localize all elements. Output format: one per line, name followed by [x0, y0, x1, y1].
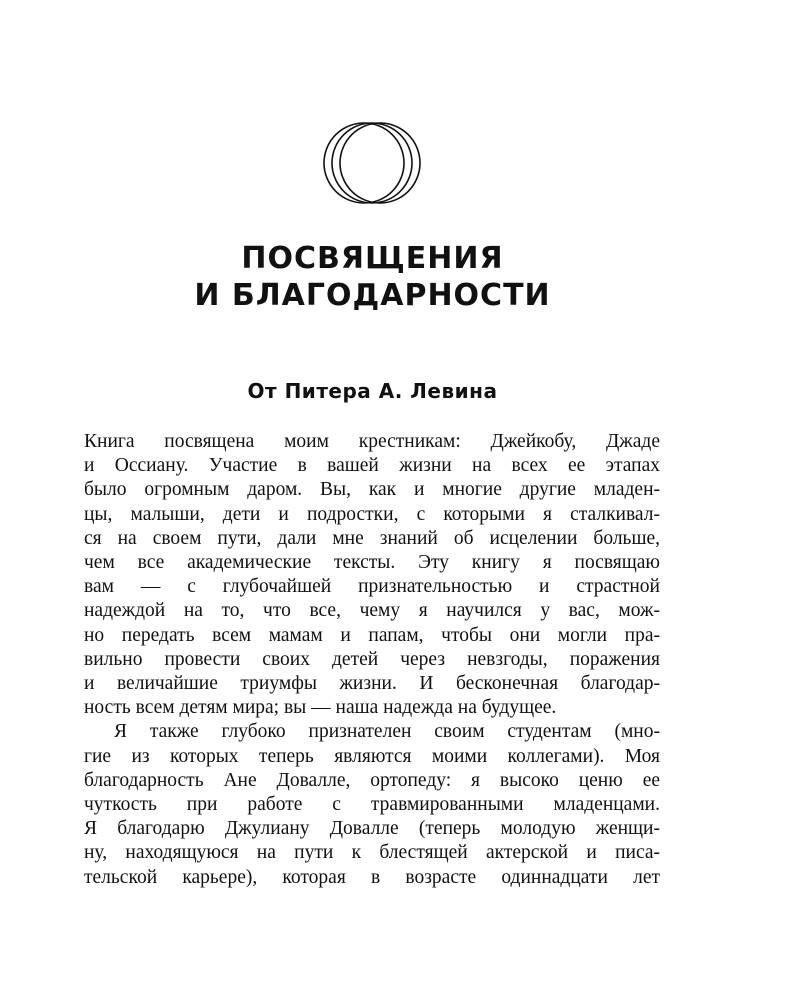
- text-line: и Оссиану. Участие в вашей жизни на всех ее этапах: [84, 455, 660, 477]
- text-line: Я благодарю Джулиану Довалле (теперь молодую женщи-: [84, 818, 660, 840]
- text-line: чем все академические тексты. Эту книгу я посвящаю: [84, 552, 660, 574]
- paragraph: [84, 720, 660, 889]
- text-line: и величайшие триумфы жизни. И бесконечная благодар-: [84, 673, 660, 695]
- text-line: но передать всем мамам и папам, чтобы они могли пра-: [84, 624, 660, 646]
- text-line: вам — с глубочайшей признательностью и страстной: [84, 576, 660, 598]
- text-line: благодарность Ане Довалле, ортопеду: я высоко ценю ее: [84, 769, 660, 791]
- chapter-title-line: ПОСВЯЩЕНИЯ: [241, 241, 504, 276]
- interlocking-circles-icon: [319, 121, 425, 205]
- chapter-title-line: И БЛАГОДАРНОСТИ: [194, 278, 551, 313]
- text-line: гие из которых теперь являются моими коллегами). Моя: [84, 745, 660, 767]
- text-line: Я также глубоко признателен своим студентам (мно-: [114, 721, 660, 743]
- text-line: цы, малыши, дети и подростки, с которыми я сталкивал-: [84, 503, 660, 525]
- text-line: надеждой на то, что все, чему я научился у вас, мож-: [84, 600, 660, 622]
- chapter-title: [0, 240, 745, 314]
- text-line: ность всем детям мира; вы — наша надежда на будущее.: [84, 697, 557, 719]
- text-line: Книга посвящена моим крестникам: Джейкобу, Джаде: [84, 431, 660, 452]
- body-text: [84, 430, 660, 890]
- paragraph: [84, 430, 660, 720]
- text-line: тельской карьере), которая в возрасте одиннадцати лет: [84, 866, 660, 888]
- text-line: вильно провести своих детей через невзгоды, поражения: [84, 648, 660, 670]
- text-line: было огромным даром. Вы, как и многие другие младен-: [84, 479, 660, 501]
- section-heading: От Питера А. Левина: [247, 379, 498, 403]
- text-line: ну, находящуюся на пути к блестящей актерской и писа-: [84, 842, 660, 864]
- text-line: ся на своем пути, дали мне знаний об исцелении больше,: [84, 527, 660, 549]
- text-line: чуткость при работе с травмированными младенцами.: [84, 794, 660, 816]
